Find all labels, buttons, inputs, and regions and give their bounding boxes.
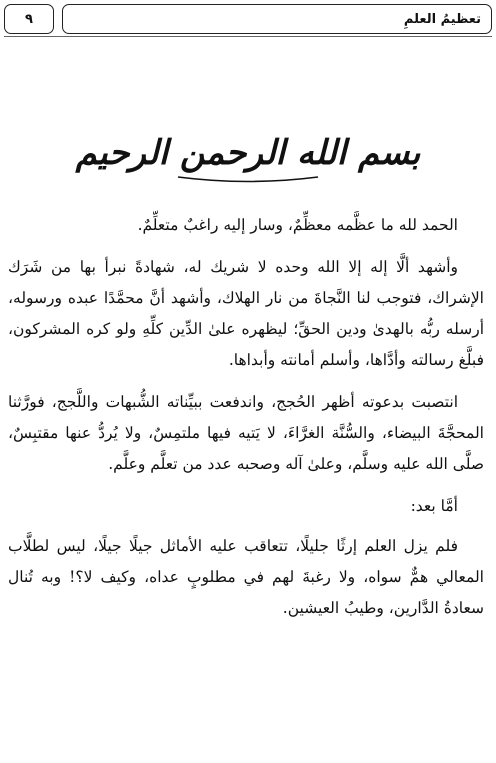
paragraph-dawah: انتصبت بدعوته أظهر الحُجج، واندفعت ببيِّناته الشُّبهات واللَّجج، فورَّثنا المحجَّةَ البيضاء، والسُّنَّة الغرَّاءَ، لا يَتيه فيها ملتمِسٌ، ولا يُردُّ عنها مقتبِسٌ، صلَّى الله عليه وسلَّم، وعلىٰ آله وصحبه عدد من تعلَّم وعلَّم. [8, 393, 484, 473]
paragraph-amma-bad: أمَّا بعد: [410, 497, 458, 515]
page-number: ٩ [25, 11, 33, 27]
page-number-box [4, 4, 54, 34]
header-rule [4, 36, 492, 37]
body-text [8, 210, 484, 635]
paragraph-praise: الحمد لله ما عظَّمه معظِّمٌ، وسار إليه راغبٌ متعلِّمٌ. [137, 216, 458, 234]
basmala-calligraphy [0, 118, 496, 184]
basmala-text: بسم الله الرحمن الرحيم [75, 133, 421, 173]
running-title-box [62, 4, 492, 34]
page-header [4, 4, 492, 36]
basmala-swash [173, 174, 323, 184]
paragraph-knowledge: فلم يزل العلم إرثًا جليلًا، تتعاقب عليه الأماثل جيلًا جيلًا، ليس لطلَّاب المعالي همٌّ سواه، ولا رغبةَ لهم في مطلوبٍ عداه، وكيف لا؟! وبه تُنال سعادةُ الدَّارين، وطيبُ العيشين. [8, 537, 484, 617]
paragraph-shahada: وأشهد ألَّا إله إلا الله وحده لا شريك له، شهادةً نبرأ بها من شَرَك الإشراك، فتوجب لنا النَّجاةَ من نار الهلاك، وأشهد أنَّ محمَّدًا عبده ورسوله، أرسله ربُّه بالهدىٰ ودين الحقِّ؛ ليظهره علىٰ الدِّين كلِّهِ ولو كره المشركون، فبلَّغ رسالته وأدَّاها، وأسلم أمانته وأبداها. [8, 258, 484, 369]
running-title: تعظيمُ العلمِ [403, 11, 481, 27]
